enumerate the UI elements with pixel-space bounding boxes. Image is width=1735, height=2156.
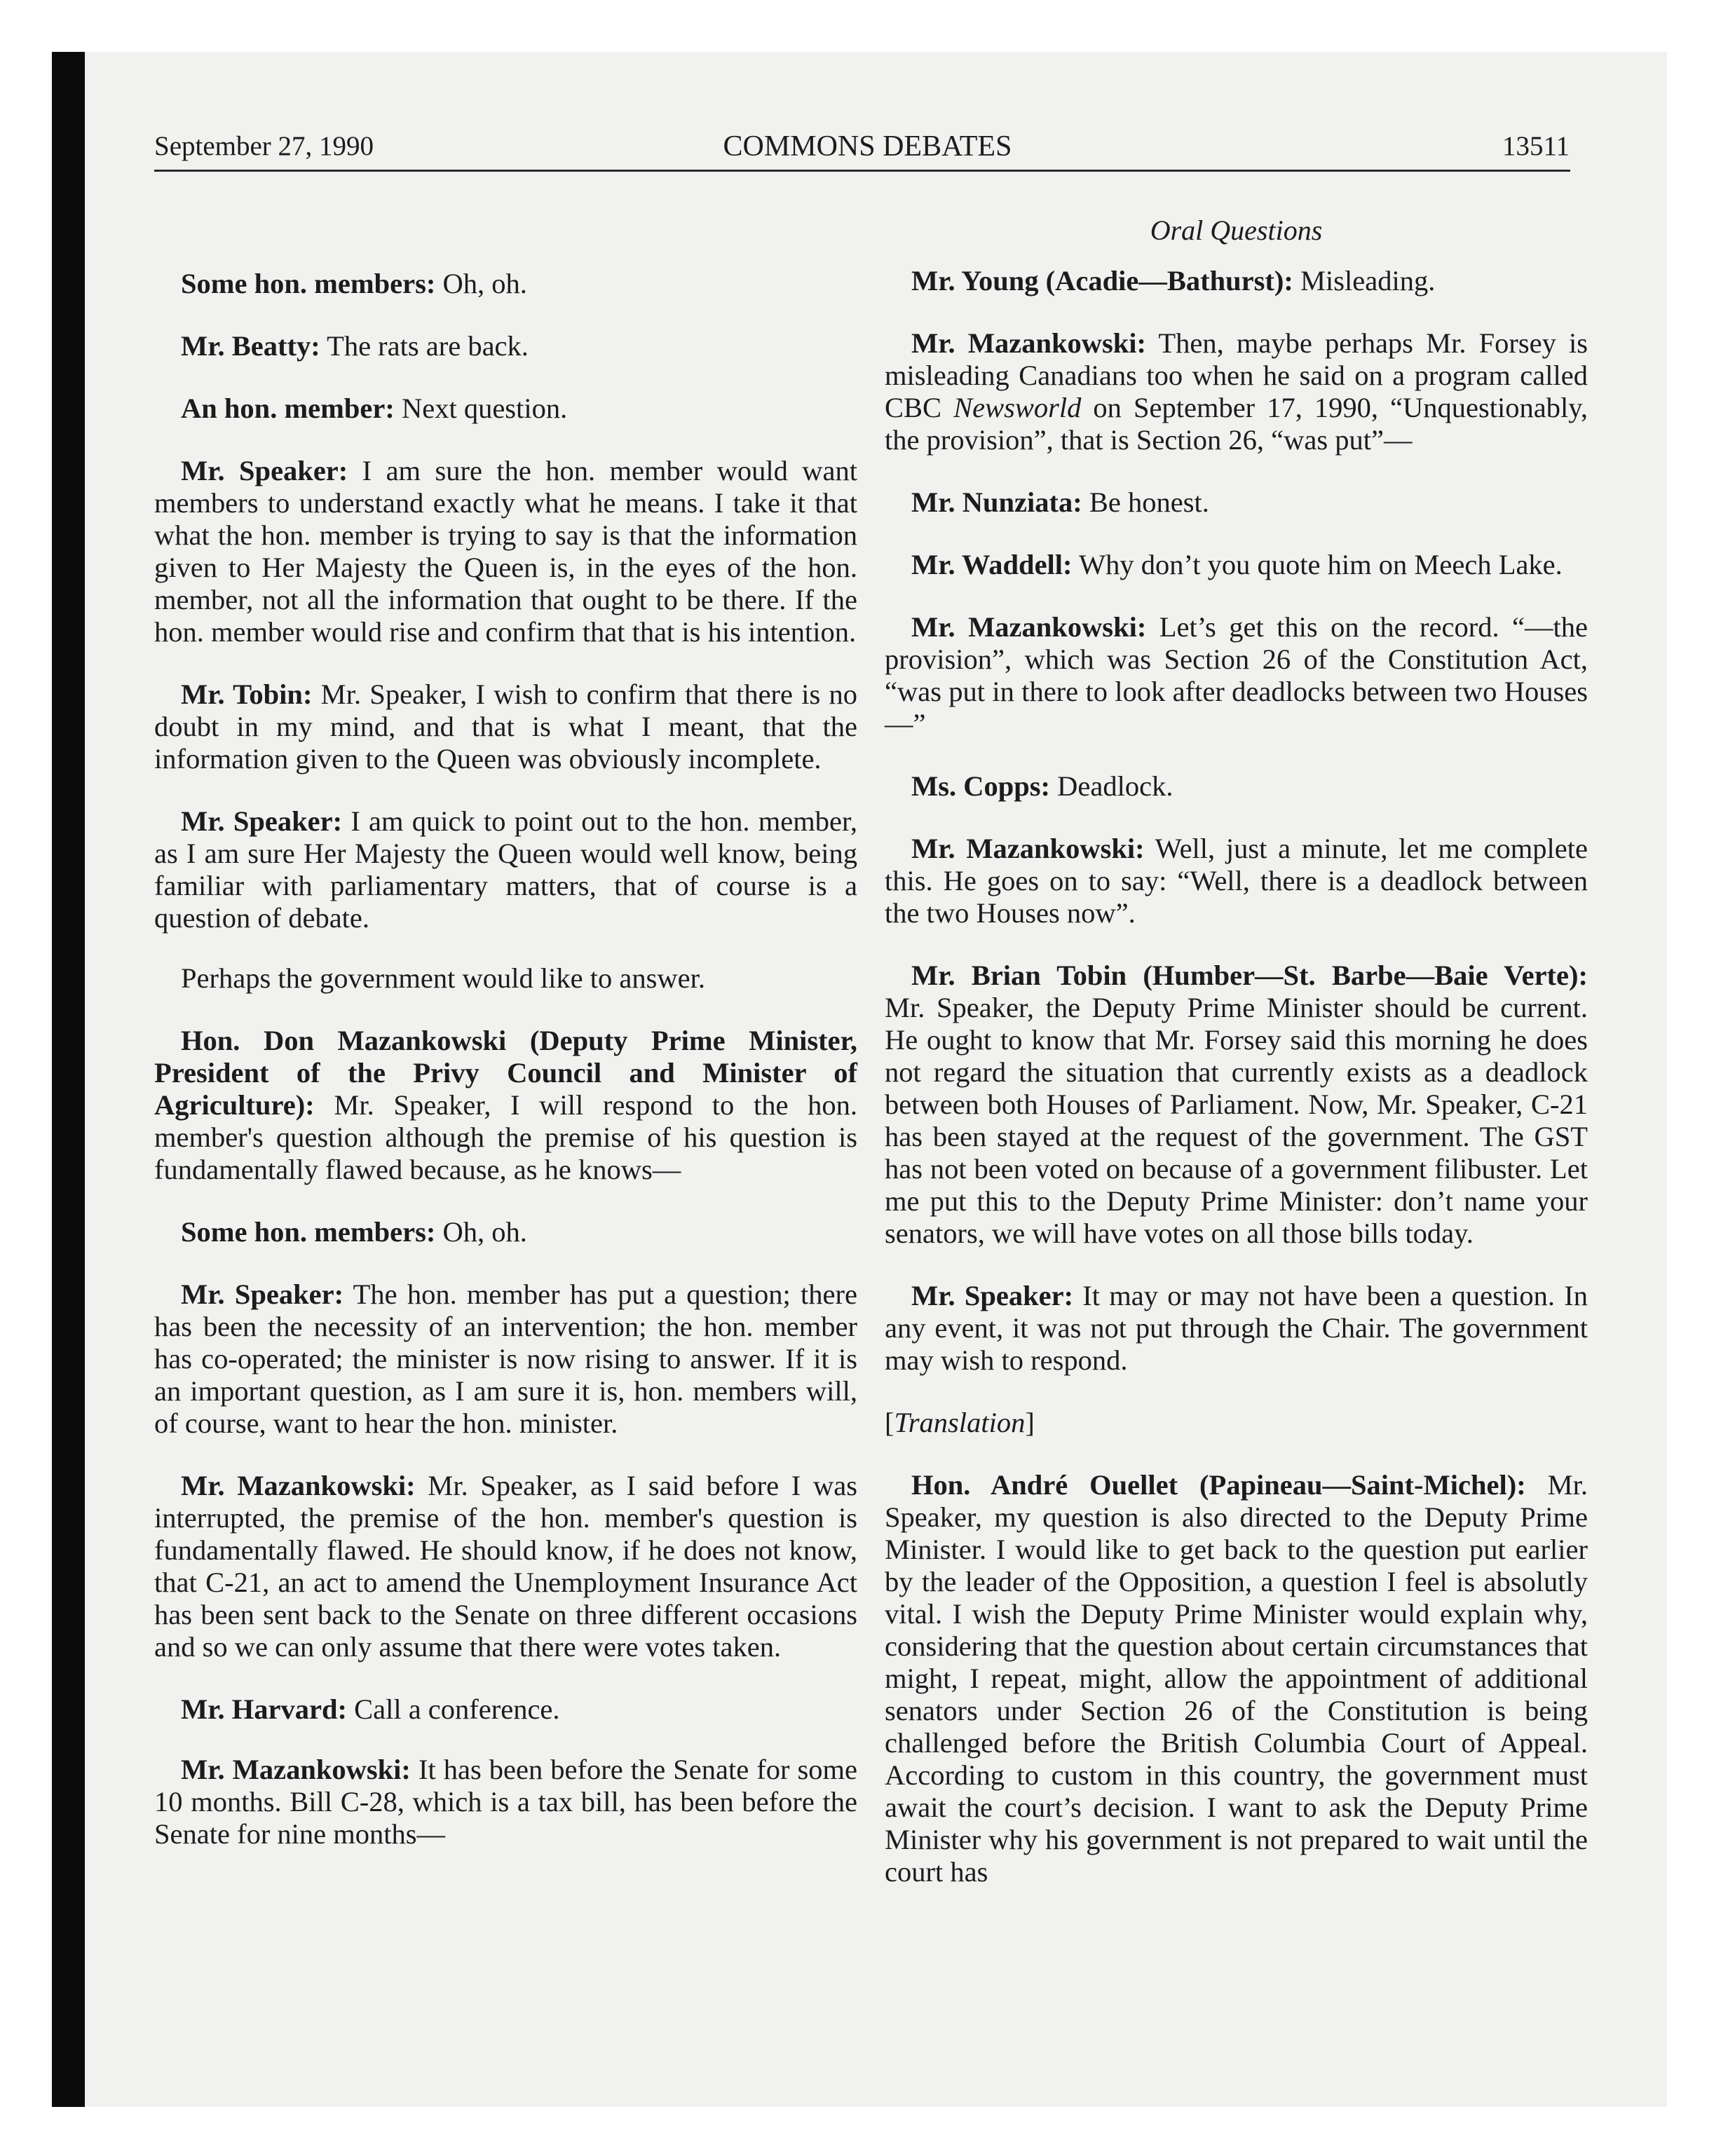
speaker-name: Mr. Speaker: — [181, 455, 348, 486]
speaker-name: Mr. Speaker: — [911, 1280, 1074, 1311]
speech-paragraph — [885, 770, 1588, 803]
speech-text: I am sure the hon. member would want members to understand exactly what he means. I take it that what the hon. member is trying to say is that the information given to Her Majesty the Queen is, in the eyes of the hon. member, not all the information that ought to be there. If the hon. member would rise and confirm that that is his intention. — [154, 455, 857, 648]
speech-text: Well, just a minute, let me complete this. He goes on to say: “Well, there is a deadlock between the two Houses now”. — [885, 833, 1588, 929]
speech-paragraph — [154, 1754, 857, 1850]
speaker-name: Some hon. members: — [181, 1216, 436, 1248]
speech-text: Perhaps the government would like to answer. — [181, 962, 705, 994]
speech-paragraph — [885, 327, 1588, 456]
speech-paragraph — [154, 455, 857, 648]
speech-text: Then, maybe perhaps Mr. Forsey is misleading Canadians too when he said on a program called CBC — [885, 327, 1588, 423]
speech-text: The hon. member has put a question; there has been the necessity of an intervention; the hon. member has co-operated; the minister is now rising to answer. If it is an important question, as I am sure it is, hon. members will, of course, want to hear the hon. minister. — [154, 1278, 857, 1439]
speech-paragraph — [885, 549, 1588, 581]
speech-text: on September 17, 1990, “Unquestionably, the provision”, that is Section 26, “was put”— — [885, 392, 1588, 456]
speech-text: It may or may not have been a question. In any event, it was not put through the Chair. The government may wish to respond. — [885, 1280, 1588, 1376]
speech-text: Next question. — [394, 393, 568, 424]
speech-text: Mr. Speaker, the Deputy Prime Minister should be current. He ought to know that Mr. Forsey said this morning he does not regard the situation that currently exists as a deadlock between both Houses of Parliament. Now, Mr. Speaker, C-21 has been stayed at the request of the government. The GST has not been voted on because of a government filibuster. Let me put this to the Deputy Prime Minister: don’t name your senators, we will have votes on all those bills today. — [885, 992, 1588, 1249]
speech-paragraph — [154, 962, 857, 995]
speech-paragraph — [885, 1469, 1588, 1888]
speaker-name: Mr. Harvard: — [181, 1693, 347, 1725]
speech-text: Mr. Speaker, as I said before I was interrupted, the premise of the hon. member's question is fundamentally flawed. He should know, if he does not know, that C-21, an act to amend the Unemployment Insurance Act has been sent back to the Senate on three different occasions and so we can only assume that there were votes taken. — [154, 1470, 857, 1663]
speech-paragraph — [154, 268, 857, 300]
speaker-name: Mr. Nunziata: — [911, 486, 1082, 518]
speech-text: Deadlock. — [1050, 770, 1173, 802]
speech-paragraph — [154, 678, 857, 775]
speech-text: Call a conference. — [346, 1693, 560, 1725]
speaker-name: Hon. Don Mazankowski (Deputy Prime Minister, President of the Privy Council and Minister of Agriculture): — [154, 1025, 857, 1121]
speech-text: I am quick to point out to the hon. member, as I am sure Her Majesty the Queen would well know, being familiar with parliamentary matters, that of course is a question of debate. — [154, 805, 857, 934]
speech-paragraph — [154, 1693, 857, 1726]
speech-paragraph — [885, 611, 1588, 740]
speech-paragraph — [154, 1216, 857, 1248]
speech-text: Be honest. — [1082, 486, 1209, 518]
speech-text: Mr. Speaker, I wish to confirm that there is no doubt in my mind, and that is what I meant, that the information given to the Queen was obviously incomplete. — [154, 678, 858, 775]
left-column — [154, 268, 857, 1881]
speech-paragraph — [154, 805, 857, 934]
speaker-name: An hon. member: — [181, 393, 395, 424]
speaker-name: Mr. Speaker: — [181, 805, 343, 837]
header-page-number: 13511 — [1502, 131, 1570, 161]
header-date: September 27, 1990 — [154, 131, 374, 161]
speech-paragraph — [885, 1280, 1588, 1377]
speech-paragraph — [154, 1025, 857, 1186]
speaker-name: Mr. Mazankowski: — [911, 327, 1147, 359]
binding-edge — [52, 52, 85, 2107]
speaker-name: Ms. Copps: — [911, 770, 1051, 802]
speech-text: Mr. Speaker, my question is also directed to the Deputy Prime Minister. I would like to get back to the question put earlier by the leader of the Opposition, a question I feel is absolutly vital. I wish the Deputy Prime Minister would explain why, considering that the question about certain circumstances that might, I repeat, might, allow the appointment of additional senators under Section 26 of the Constitution is being challenged before the British Columbia Court of Appeal. According to custom in this country, the government must await the court’s decision. I want to ask the Deputy Prime Minister why his government is not prepared to wait until the court has — [885, 1469, 1588, 1888]
speech-paragraph — [885, 960, 1588, 1250]
speaker-name: Mr. Mazankowski: — [181, 1754, 411, 1785]
speaker-name: Mr. Beatty: — [181, 330, 320, 362]
speech-paragraph — [885, 833, 1588, 929]
speaker-name: Mr. Speaker: — [181, 1278, 344, 1310]
translation-marker: [Translation] — [885, 1407, 1035, 1438]
speaker-name: Mr. Mazankowski: — [911, 611, 1147, 643]
header-title: COMMONS DEBATES — [723, 130, 1012, 163]
speech-text: Mr. Speaker, I will respond to the hon. member's question although the premise of his question is fundamentally flawed because, as he knows— — [154, 1089, 857, 1185]
speech-paragraph — [154, 330, 857, 362]
speech-text: Misleading. — [1293, 265, 1436, 296]
speaker-name: Mr. Tobin: — [181, 678, 313, 710]
speech-text: Oh, oh. — [435, 268, 527, 299]
speech-paragraph — [154, 1470, 857, 1663]
header-rule — [154, 170, 1570, 172]
section-heading: Oral Questions — [1150, 214, 1323, 246]
speaker-name: Mr. Waddell: — [911, 549, 1073, 580]
speaker-name: Some hon. members: — [181, 268, 436, 299]
speech-text: Oh, oh. — [435, 1216, 527, 1248]
speaker-name: Mr. Mazankowski: — [911, 833, 1145, 864]
translation-label: Translation — [894, 1407, 1026, 1438]
speech-paragraph — [885, 486, 1588, 519]
speech-text: Why don’t you quote him on Meech Lake. — [1072, 549, 1563, 580]
speech-paragraph — [154, 393, 857, 425]
speech-paragraph — [154, 1278, 857, 1440]
speech-text: Let’s get this on the record. “—the provision”, which was Section 26 of the Constitution Act, “was put in there to look after deadlocks between two Houses—” — [885, 611, 1588, 739]
speaker-name: Mr. Brian Tobin (Humber—St. Barbe—Baie Verte): — [911, 960, 1588, 991]
right-column — [885, 265, 1588, 1918]
speech-text: It has been before the Senate for some 10 months. Bill C-28, which is a tax bill, has been before the Senate for nine months— — [154, 1754, 857, 1850]
program-title: Newsworld — [953, 392, 1082, 423]
speaker-name: Mr. Mazankowski: — [181, 1470, 416, 1501]
speech-paragraph — [885, 265, 1588, 297]
speech-text: The rats are back. — [320, 330, 529, 362]
speaker-name: Hon. André Ouellet (Papineau—Saint-Michel): — [911, 1469, 1526, 1501]
speaker-name: Mr. Young (Acadie—Bathurst): — [911, 265, 1293, 296]
